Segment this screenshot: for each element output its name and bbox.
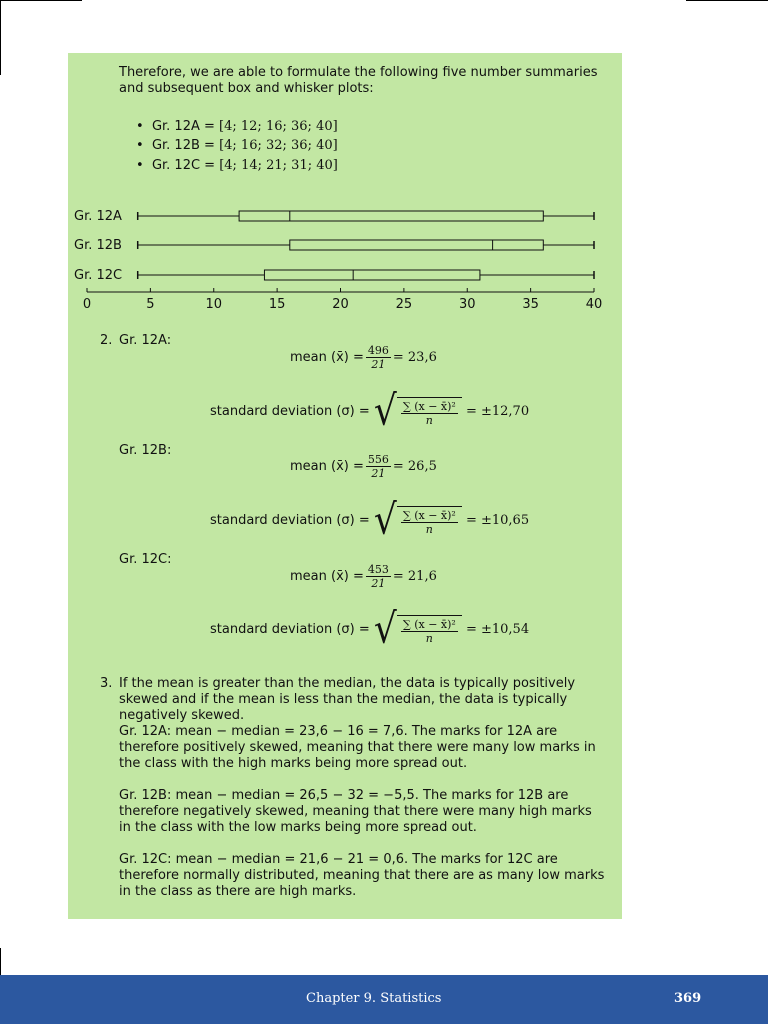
x-tick-label: 10 [205,297,223,312]
group-label: Gr. 12C: [119,552,172,567]
skew-12a: Gr. 12A: mean − median = 23,6 − 16 = 7,6. The marks for 12A are therefore positively skewed, meaning that there were many low marks in the class with the high marks being more spread out. [119,724,596,771]
crop-mark [0,0,1,75]
x-tick-label: 35 [522,297,539,312]
skew-12b: Gr. 12B: mean − median = 26,5 − 32 = −5,5. The marks for 12B are therefore negatively skewed, meaning that there were many high marks in the class with the low marks being more spread out. [119,788,592,835]
page-footer [0,975,768,1024]
sqrt-symbol: √ [373,496,397,544]
skew-12c: Gr. 12C: mean − median = 21,6 − 21 = 0,6. The marks for 12C are therefore normally distributed, meaning that there are as many low marks in the class as there are high marks. [119,852,605,899]
sd-equation: standard deviation (σ) = √ $\frac{\text{∑ (x − x̄)²}}{n}$ = ±10,54 [210,605,530,653]
crop-mark [0,0,82,1]
x-tick-label: 40 [585,297,603,312]
intro-text: Therefore, we are able to formulate the following five number summaries and subsequent box and whisker plots: [119,65,598,96]
mean-equation: mean (x̄) = $\frac{496}{21}$ = 23,6 [290,344,437,371]
group-label: Gr. 12B: [119,443,172,458]
iqr-box [290,240,544,250]
sd-equation: standard deviation (σ) = √ $\frac{\text{∑ (x − x̄)²}}{n}$ = ±12,70 [210,387,530,435]
series-label: Gr. 12B [74,238,122,253]
x-tick-label: 25 [395,297,413,312]
iqr-box [239,211,543,221]
page-number: 369 [674,991,702,1006]
sqrt-symbol: √ [373,387,397,435]
summary-item: • Gr. 12B = [4; 16; 32; 36; 40] [136,138,338,153]
question-number: 3. [100,676,113,691]
question-number: 2. [100,333,113,348]
group-label: Gr. 12A: [119,333,172,348]
mean-equation: mean (x̄) = $\frac{556}{21}$ = 26,5 [290,453,437,480]
crop-mark [0,948,1,975]
bullet-icon: • [136,138,144,153]
x-tick-label: 0 [82,297,92,312]
x-tick-label: 5 [146,297,155,312]
mean-equation: mean (x̄) = $\frac{453}{21}$ = 21,6 [290,563,437,590]
summary-item: • Gr. 12A = [4; 12; 16; 36; 40] [136,119,338,134]
series-label: Gr. 12C [74,268,123,283]
iqr-box [264,270,479,280]
x-tick-label: 20 [332,297,349,312]
x-tick-label: 30 [458,297,476,312]
crop-mark [686,0,768,1]
series-label: Gr. 12A [74,209,122,224]
skew-intro: If the mean is greater than the median, the data is typically positively skewed and if the mean is less than the median, the data is typically negatively skewed. [119,676,576,723]
bullet-icon: • [136,119,144,134]
sqrt-symbol: √ [373,605,397,653]
bullet-icon: • [136,158,144,173]
sd-equation: standard deviation (σ) = √ $\frac{\text{∑ (x − x̄)²}}{n}$ = ±10,65 [210,496,530,544]
x-tick-label: 15 [268,297,286,312]
summary-item: • Gr. 12C = [4; 14; 21; 31; 40] [136,158,338,173]
chapter-title: Chapter 9. Statistics [306,991,442,1006]
